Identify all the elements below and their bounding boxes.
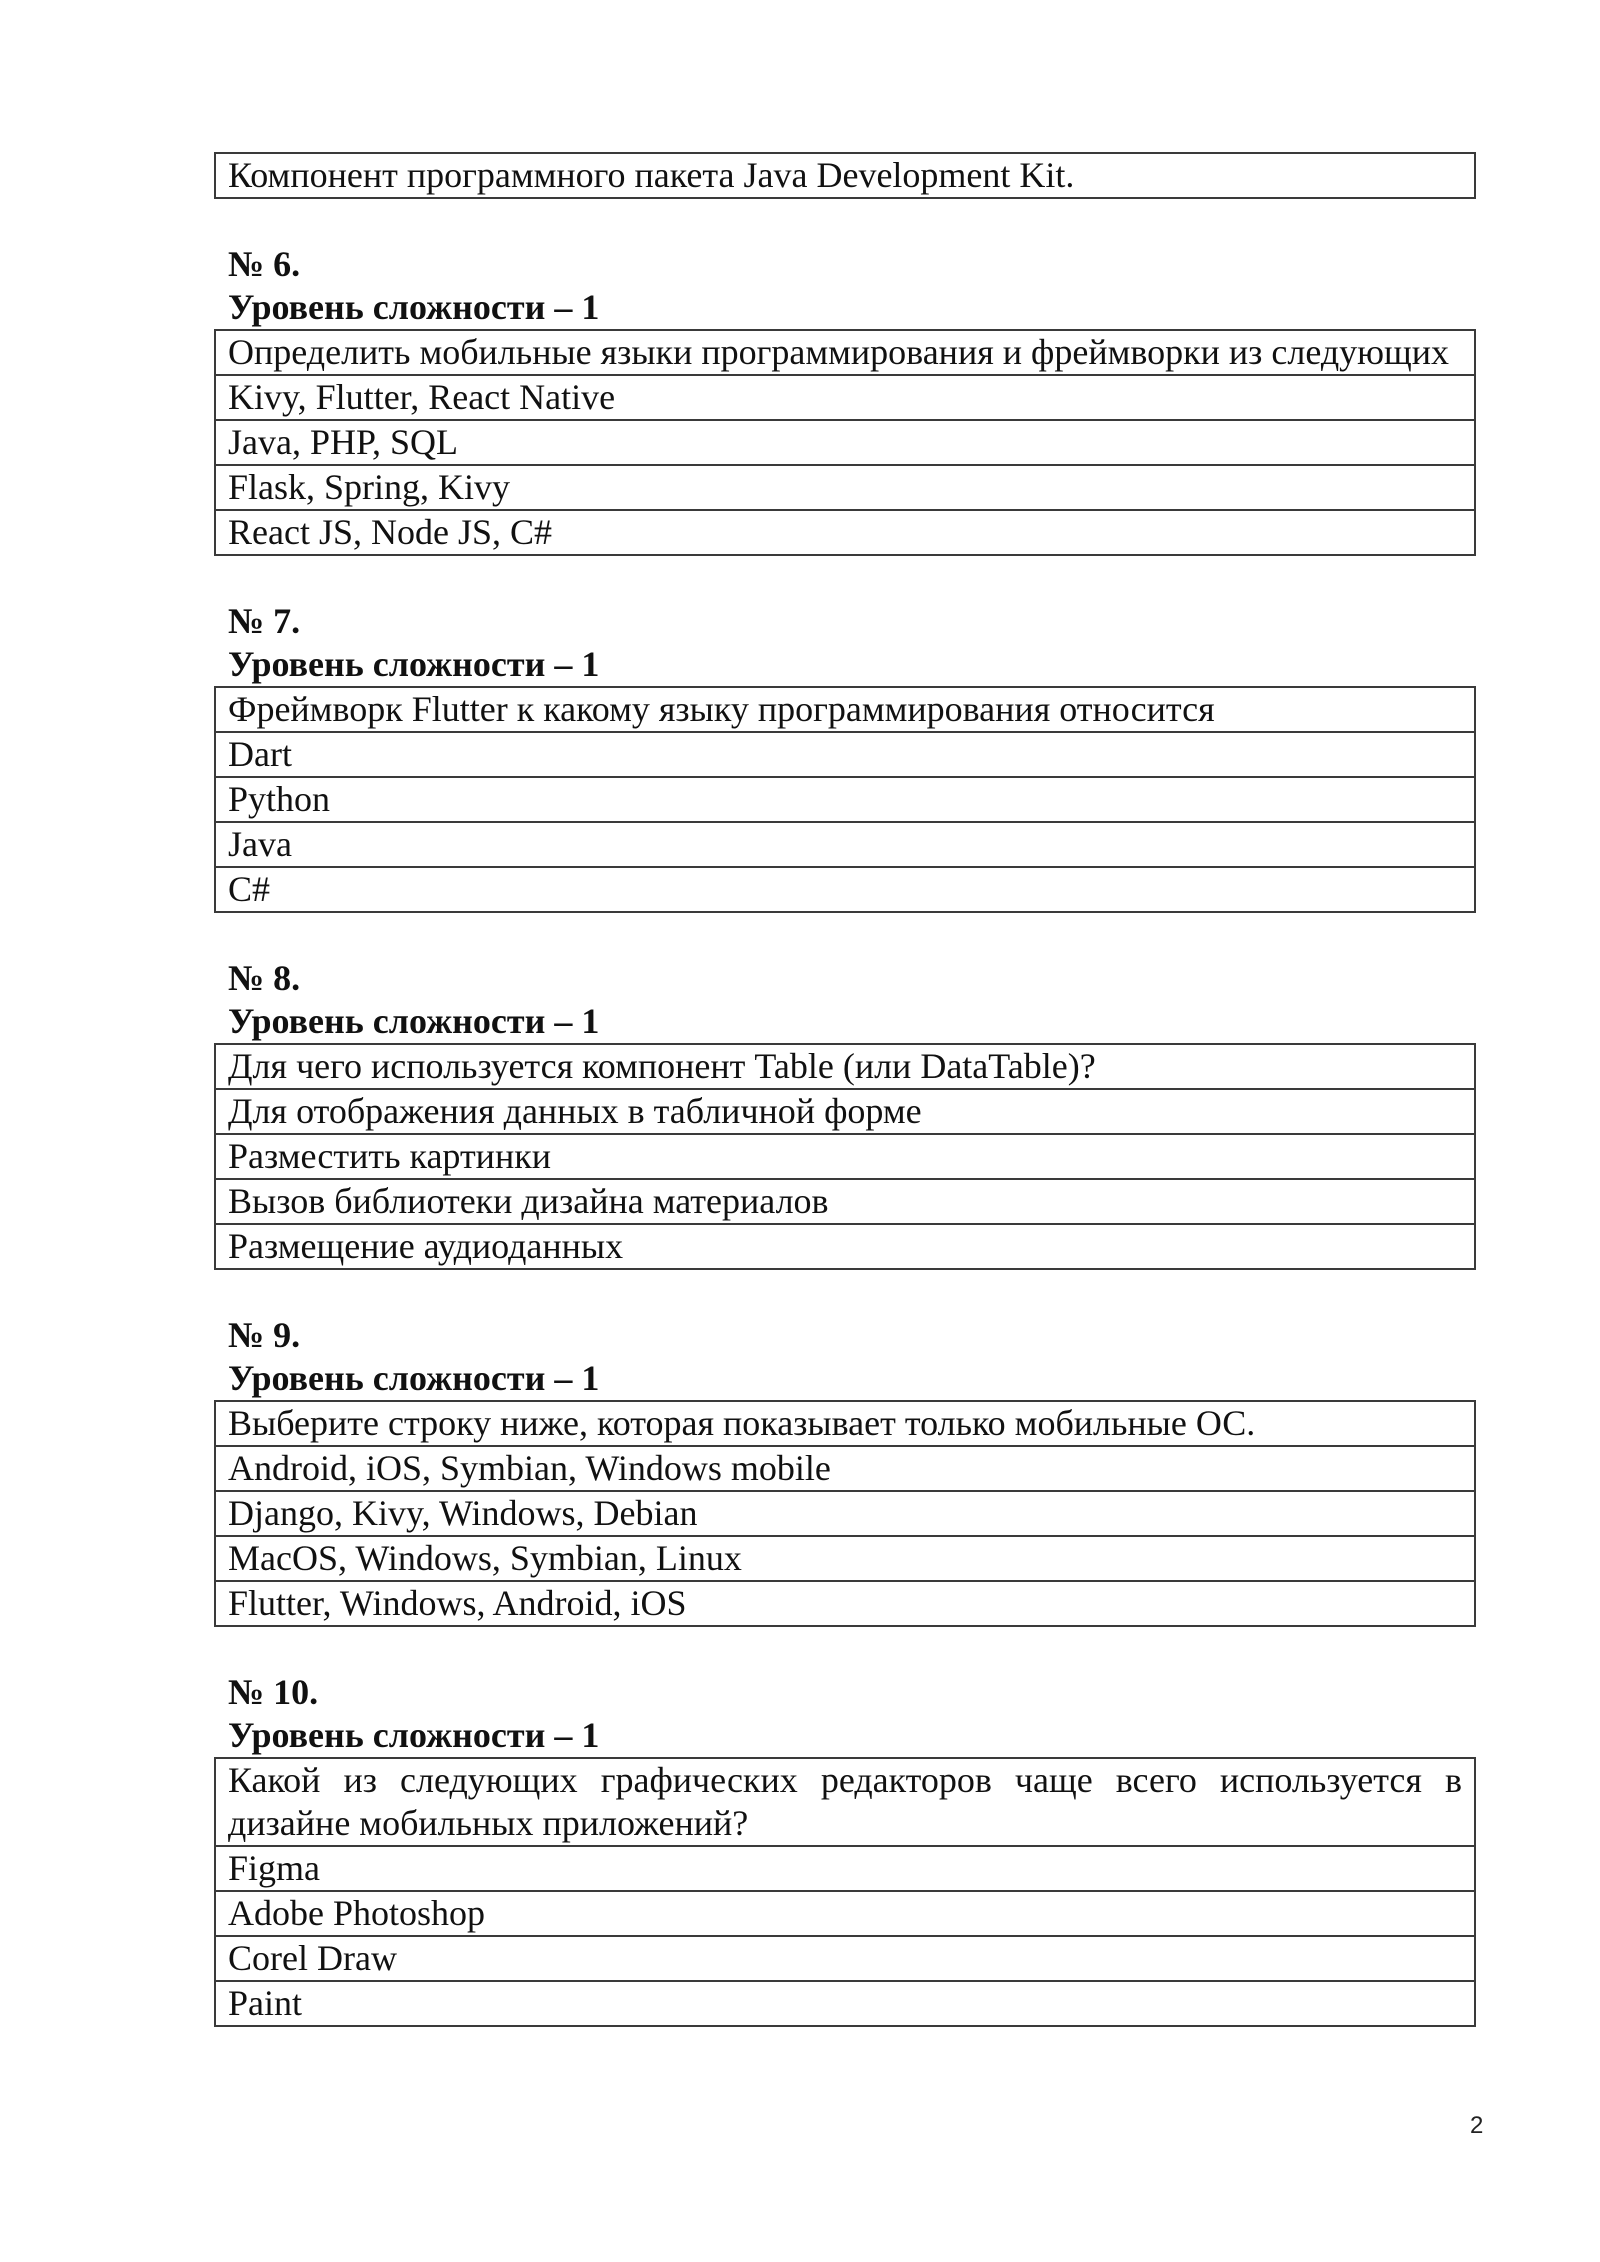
table-row xyxy=(215,420,1475,465)
question-text: Какой из следующих графических редакторов чаще всего используется в дизайне мобильных приложений? xyxy=(215,1758,1475,1846)
table-row xyxy=(215,153,1475,198)
question-block-7 xyxy=(214,600,1476,913)
table-row xyxy=(215,1224,1475,1269)
difficulty-level: Уровень сложности – 1 xyxy=(228,287,600,327)
table-row xyxy=(215,330,1475,375)
question-block-6 xyxy=(214,243,1476,556)
table-row xyxy=(215,777,1475,822)
difficulty-level: Уровень сложности – 1 xyxy=(228,644,600,684)
answer-option: Adobe Photoshop xyxy=(215,1891,1475,1936)
answer-option: Разместить картинки xyxy=(215,1134,1475,1179)
difficulty-level: Уровень сложности – 1 xyxy=(228,1001,600,1041)
question-text: Для чего используется компонент Table (или DataTable)? xyxy=(215,1044,1475,1089)
difficulty-level: Уровень сложности – 1 xyxy=(228,1715,600,1755)
answer-option: MacOS, Windows, Symbian, Linux xyxy=(215,1536,1475,1581)
table-row xyxy=(215,1446,1475,1491)
answer-option: Android, iOS, Symbian, Windows mobile xyxy=(215,1446,1475,1491)
answer-option: Flask, Spring, Kivy xyxy=(215,465,1475,510)
question-number: № 9. xyxy=(228,1315,301,1355)
table-row xyxy=(215,687,1475,732)
table-row xyxy=(215,1536,1475,1581)
table-row xyxy=(215,1044,1475,1089)
question-text: Выберите строку ниже, которая показывает только мобильные ОС. xyxy=(215,1401,1475,1446)
table-row xyxy=(215,375,1475,420)
answer-option: Для отображения данных в табличной форме xyxy=(215,1089,1475,1134)
table-row xyxy=(215,1401,1475,1446)
question-block-8 xyxy=(214,957,1476,1270)
question-table xyxy=(214,686,1476,913)
answer-option: Размещение аудиоданных xyxy=(215,1224,1475,1269)
table-row xyxy=(215,822,1475,867)
table-row xyxy=(215,1981,1475,2026)
table-row xyxy=(215,1179,1475,1224)
intro-table xyxy=(214,152,1476,199)
question-table xyxy=(214,329,1476,556)
table-row xyxy=(215,1758,1475,1846)
answer-option: Flutter, Windows, Android, iOS xyxy=(215,1581,1475,1626)
page-number: 2 xyxy=(1470,2112,1484,2139)
intro-text: Компонент программного пакета Java Development Kit. xyxy=(215,153,1475,198)
question-number: № 6. xyxy=(228,244,301,284)
table-row xyxy=(215,1089,1475,1134)
question-number: № 8. xyxy=(228,958,301,998)
answer-option: Python xyxy=(215,777,1475,822)
table-row xyxy=(215,867,1475,912)
table-row xyxy=(215,732,1475,777)
table-row xyxy=(215,1491,1475,1536)
answer-option: Вызов библиотеки дизайна материалов xyxy=(215,1179,1475,1224)
question-number: № 7. xyxy=(228,601,301,641)
answer-option: Kivy, Flutter, React Native xyxy=(215,375,1475,420)
answer-option: Paint xyxy=(215,1981,1475,2026)
answer-option: Java, PHP, SQL xyxy=(215,420,1475,465)
table-row xyxy=(215,510,1475,555)
table-row xyxy=(215,1134,1475,1179)
answer-option: C# xyxy=(215,867,1475,912)
answer-option: Figma xyxy=(215,1846,1475,1891)
answer-option: Java xyxy=(215,822,1475,867)
question-text: Определить мобильные языки программирования и фреймворки из следующих xyxy=(215,330,1475,375)
question-number: № 10. xyxy=(228,1672,319,1712)
question-block-10 xyxy=(214,1671,1476,2027)
document-page xyxy=(214,152,1476,2027)
table-row xyxy=(215,1581,1475,1626)
question-table xyxy=(214,1400,1476,1627)
question-block-9 xyxy=(214,1314,1476,1627)
table-row xyxy=(215,1936,1475,1981)
answer-option: Corel Draw xyxy=(215,1936,1475,1981)
answer-option: Dart xyxy=(215,732,1475,777)
table-row xyxy=(215,1846,1475,1891)
question-table xyxy=(214,1043,1476,1270)
answer-option: Django, Kivy, Windows, Debian xyxy=(215,1491,1475,1536)
answer-option: React JS, Node JS, C# xyxy=(215,510,1475,555)
table-row xyxy=(215,465,1475,510)
question-text: Фреймворк Flutter к какому языку программирования относится xyxy=(215,687,1475,732)
difficulty-level: Уровень сложности – 1 xyxy=(228,1358,600,1398)
table-row xyxy=(215,1891,1475,1936)
question-table xyxy=(214,1757,1476,2027)
